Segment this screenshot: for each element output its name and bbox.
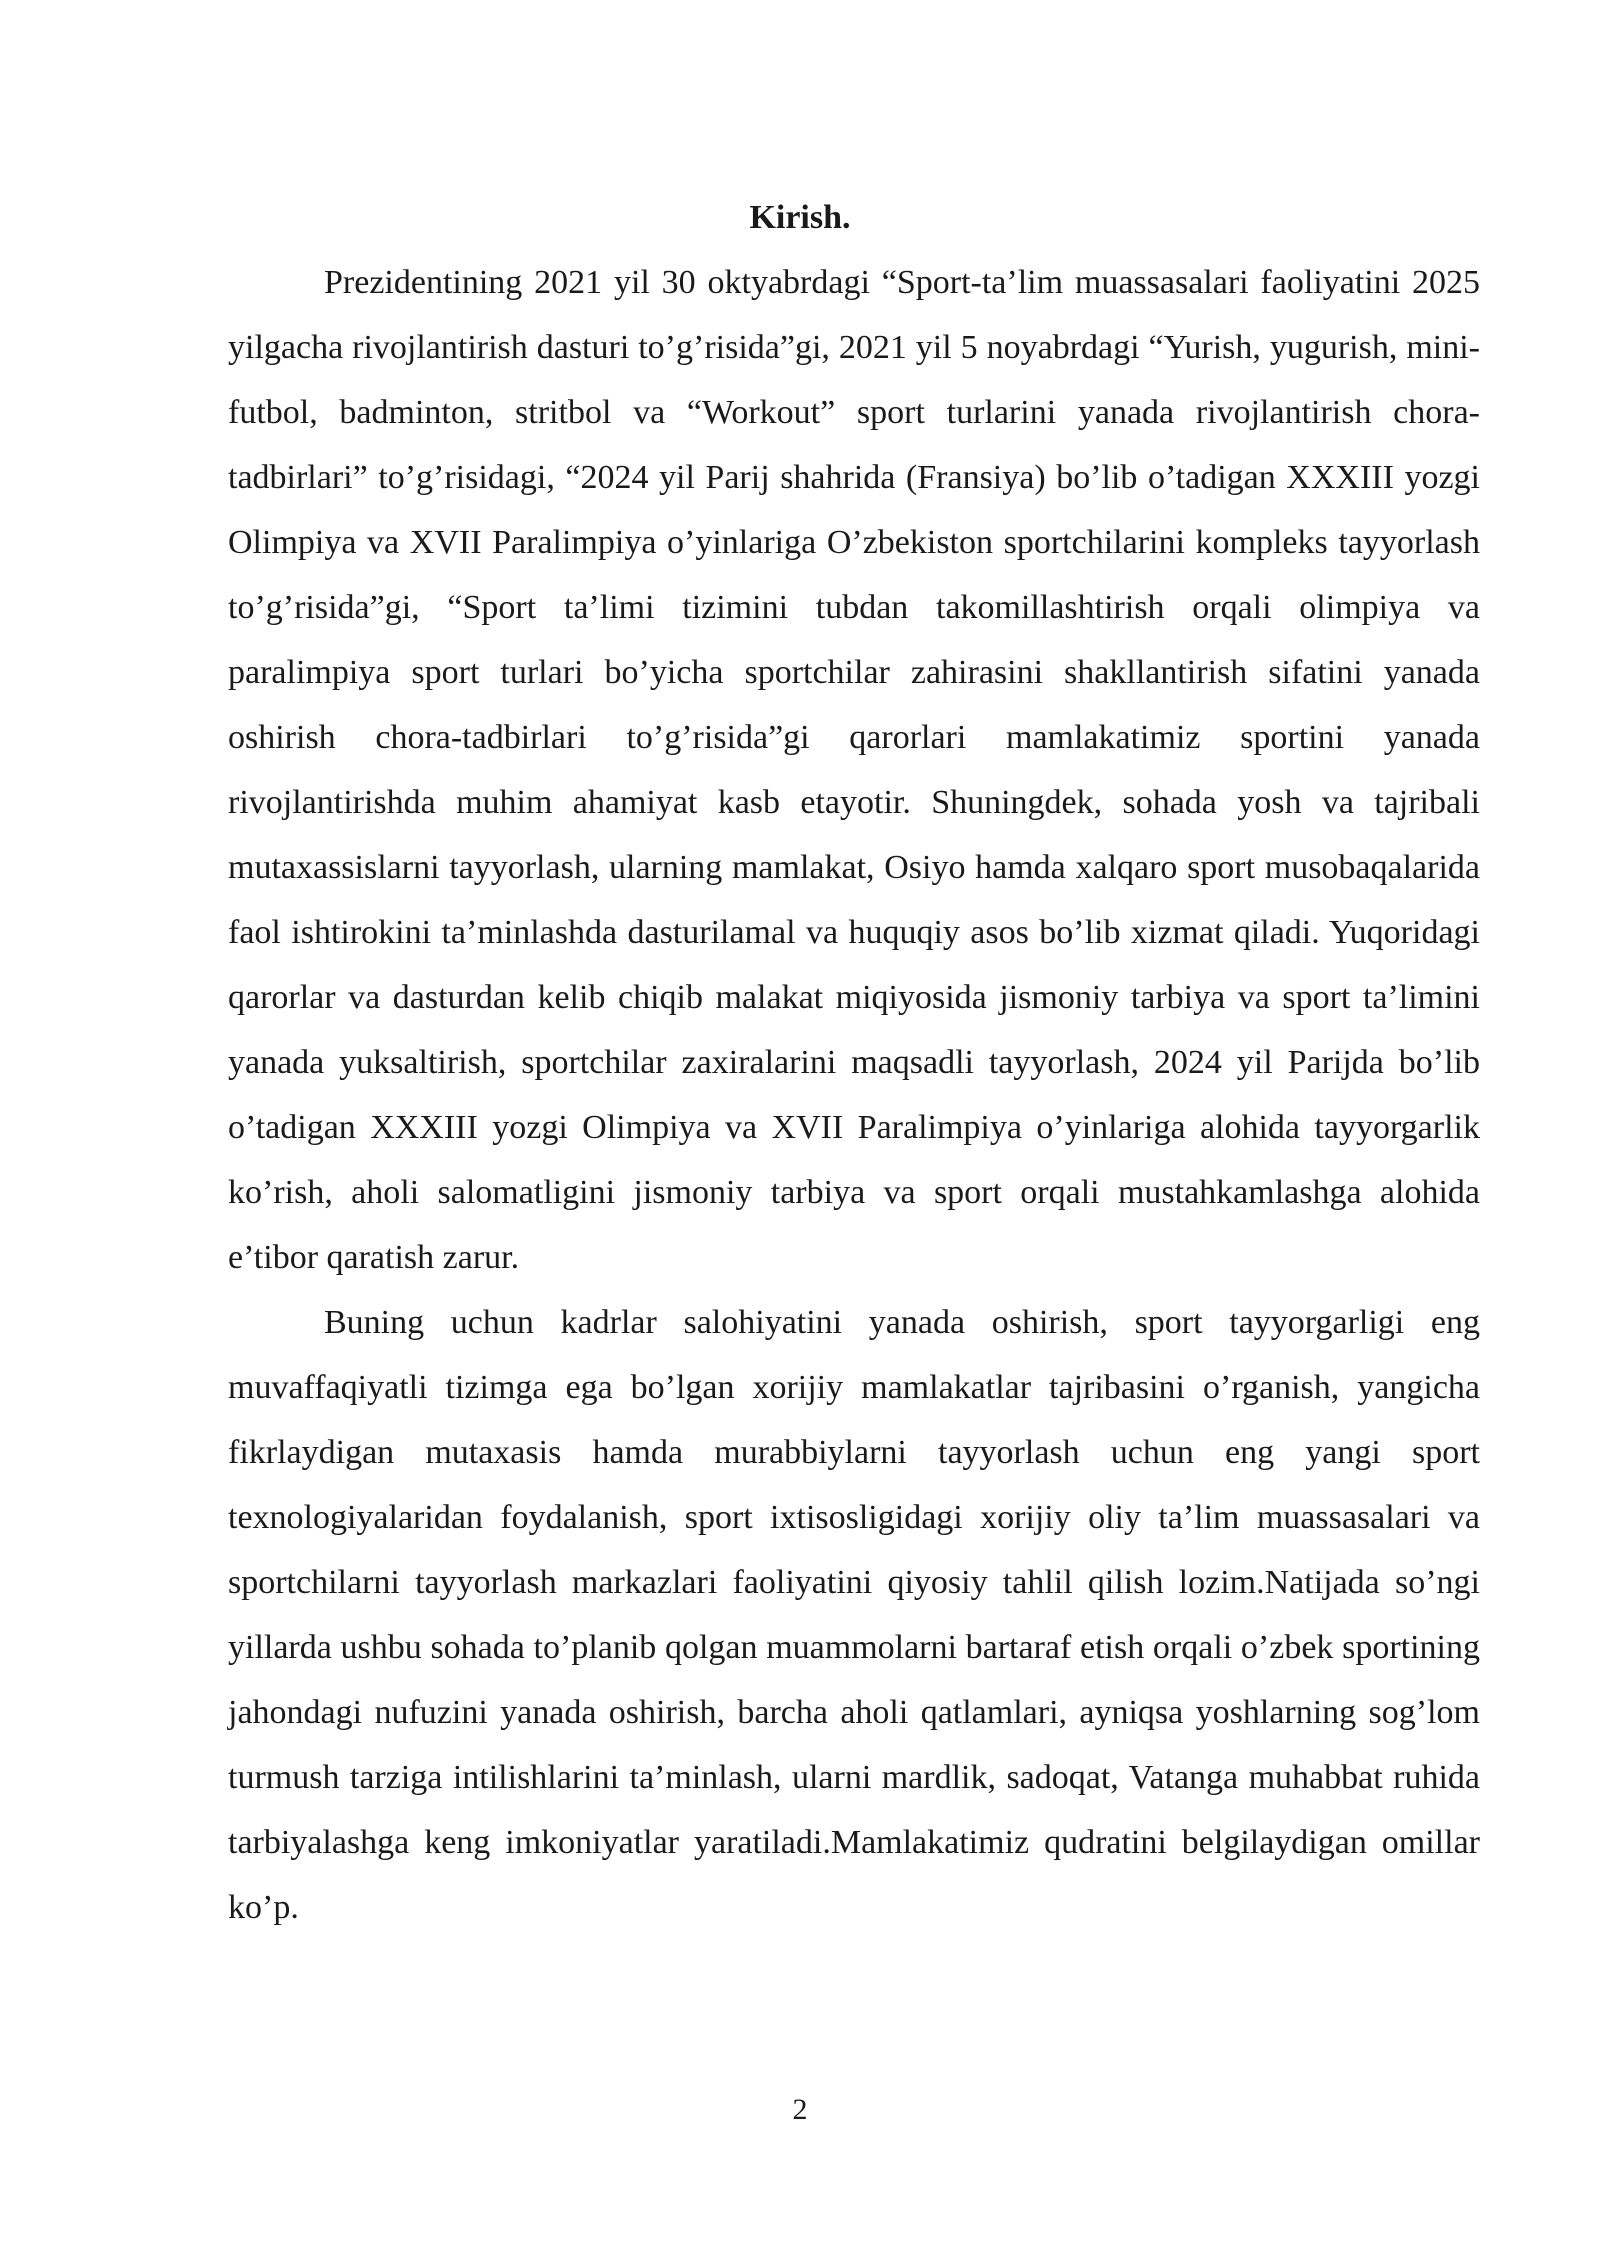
section-heading: Kirish.: [749, 199, 851, 236]
page-number: 2: [792, 2093, 808, 2126]
body-text: [228, 250, 1480, 1940]
paragraph-1: Prezidentining 2021 yil 30 oktyabrdagi “Sport-ta’lim muassasalari faoliyatini 2025 yilgacha rivojlantirish dasturi to’g’risida”gi, 2021 yil 5 noyabrdagi “Yurish, yugurish, mini-futbol, badminton, stritbol va “Workout” sport turlarini yanada rivojlantirish chora-tadbirlari” to’g’risidagi, “2024 yil Parij shahrida (Fransiya) bo’lib o’tadigan XXXIII yozgi Olimpiya va XVII Paralimpiya o’yinlariga O’zbekiston sportchilarini kompleks tayyorlash to’g’risida”gi, “Sport ta’limi tizimini tubdan takomillashtirish orqali olimpiya va paralimpiya sport turlari bo’yicha sportchilar zahirasini shakllantirish sifatini yanada oshirish chora-tadbirlari to’g’risida”gi qarorlari mamlakatimiz sportini yanada rivojlantirishda muhim ahamiyat kasb etayotir. Shuningdek, sohada yosh va tajribali mutaxassislarni tayyorlash, ularning mamlakat, Osiyo hamda xalqaro sport musobaqalarida faol ishtirokini ta’minlashda dasturilamal va huquqiy asos bo’lib xizmat qiladi. Yuqoridagi qarorlar va dasturdan kelib chiqib malakat miqiyosida jismoniy tarbiya va sport ta’limini yanada yuksaltirish, sportchilar zaxiralarini maqsadli tayyorlash, 2024 yil Parijda bo’lib o’tadigan XXXIII yozgi Olimpiya va XVII Paralimpiya o’yinlariga alohida tayyorgarlik ko’rish, aholi salomatligini jismoniy tarbiya va sport orqali mustahkamlashga alohida e’tibor qaratish zarur.: [228, 264, 1480, 1276]
paragraph-2: Buning uchun kadrlar salohiyatini yanada oshirish, sport tayyorgarligi eng muvaffaqiyatli tizimga ega bo’lgan xorijiy mamlakatlar tajribasini o’rganish, yangicha fikrlaydigan mutaxasis hamda murabbiylarni tayyorlash uchun eng yangi sport texnologiyalaridan foydalanish, sport ixtisosligidagi xorijiy oliy ta’lim muassasalari va sportchilarni tayyorlash markazlari faoliyatini qiyosiy tahlil qilish lozim.Natijada so’ngi yillarda ushbu sohada to’planib qolgan muammolarni bartaraf etish orqali o’zbek sportining jahondagi nufuzini yanada oshirish, barcha aholi qatlamlari, ayniqsa yoshlarning sog’lom turmush tarziga intilishlarini ta’minlash, ularni mardlik, sadoqat, Vatanga muhabbat ruhida tarbiyalashga keng imkoniyatlar yaratiladi.Mamlakatimiz qudratini belgilaydigan omillar ko’p.: [228, 1304, 1480, 1926]
